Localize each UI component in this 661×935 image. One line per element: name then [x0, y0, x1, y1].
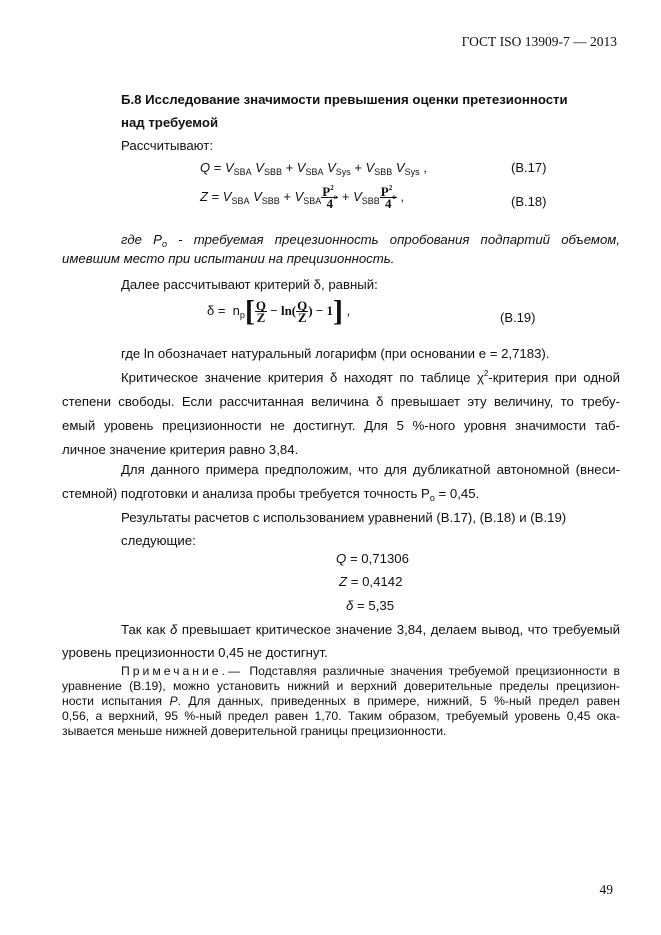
equation-b18: $Z = V_{SBA}$ $V_{SBB} + V_{SBA}$ $\frac{P^2_o}{4}$ + $V_{SBB}$ $\frac{P^2_o}{4}$ , [200, 184, 404, 211]
critical-line1: Критическое значение критерия δ находят по таблице $\chi^2$-критерия при одной [121, 369, 620, 385]
equation-b17: $Q = V_{SBA}$ $V_{SBB} + V_{SBA}$ $V_{Sys} + V_{SBB}$ $V_{Sys}$ , [200, 160, 427, 177]
results-line2: следующие: [121, 533, 196, 548]
running-header: ГОСТ ISO 13909-7 — 2013 [461, 34, 617, 49]
where-line1: где $P_o$ - требуемая прецезионность опробования подпартий объемом, [121, 232, 620, 249]
equation-b19: $\delta = n_p$[ $\frac{Q}{Z}$ − ln( $\frac{Q}{Z}$ ) − 1] , [207, 294, 351, 328]
equation-b19-number: (В.19) [500, 310, 536, 325]
critical-line4: личное значение критерия равно 3,84. [62, 442, 299, 457]
equation-b18-number: (В.18) [511, 194, 547, 209]
equation-b17-number: (В.17) [511, 160, 547, 175]
example-line2: стемной) подготовки и анализа пробы требуется точность $P_o = 0,45$. [62, 486, 480, 503]
conclusion-line2: уровень прецизионности 0,45 не достигнут. [62, 645, 328, 660]
critical-line3: емый уровень прецизионности не достигнут. Для 5 %-ного уровня значимости таб- [62, 418, 620, 433]
section-heading-line1: Б.8 Исследование значимости превышения оценки претезионности [121, 92, 568, 107]
result-delta: δ = 5,35 [346, 598, 395, 613]
where-line2: имевшим место при испытании на прецизионность. [62, 251, 395, 266]
note-line4: 0,56, а верхний, 95 %-ный предел равен 1,70. Таким образом, требуемый уровень 0,45 ока- [62, 709, 620, 723]
result-z: Z = 0,4142 [339, 574, 403, 589]
ln-note: где ln обозначает натуральный логарифм (при основании e = 2,7183). [121, 346, 550, 361]
section-heading-line2: над требуемой [121, 115, 219, 130]
results-line1: Результаты расчетов с использованием уравнений (В.17), (В.18) и (В.19) [121, 510, 567, 525]
note-line2: уравнение (В.19), можно установить нижний и верхний доверительные пределы прецизион- [62, 679, 620, 693]
intro-text: Рассчитывают: [121, 138, 213, 153]
delta-intro: Далее рассчитывают критерий δ, равный: [121, 277, 378, 292]
conclusion-line1: Так как δ превышает критическое значение 3,84, делаем вывод, что требуемый [121, 622, 620, 637]
page-number: 49 [599, 882, 613, 897]
note-line1: Примечание.— Подставляя различные значения требуемой прецизионности в [121, 664, 620, 678]
result-q: Q = 0,71306 [336, 551, 409, 566]
critical-line2: степени свободы. Если рассчитанная величина δ превышает эту величину, то требу- [62, 394, 620, 409]
example-line1: Для данного примера предположим, что для дубликатной автономной (внеси- [121, 462, 620, 477]
note-line5: зывается меньше нижней доверительной границы прецизионности. [62, 724, 447, 738]
note-line3: ности испытания P. Для данных, приведенных в примере, нижний, 5 %-ный предел равен [62, 694, 620, 708]
